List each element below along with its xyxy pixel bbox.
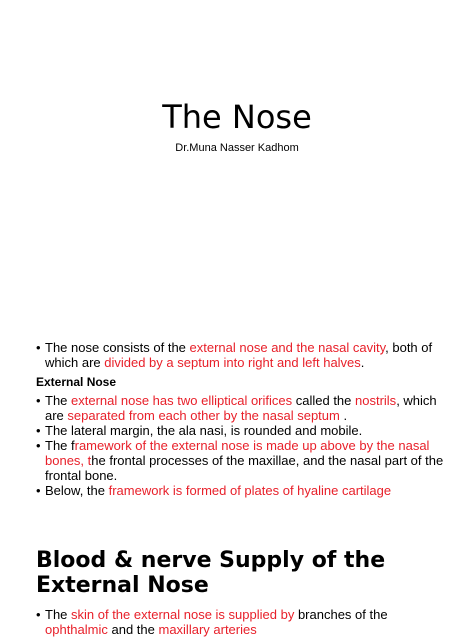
bullet-framework-bone bbox=[36, 438, 446, 483]
bullet-marker: • bbox=[36, 393, 41, 408]
highlight-segment: external nose and the nasal cavity bbox=[189, 340, 386, 355]
highlight-segment: divided by a septum into right and left halves bbox=[104, 355, 361, 370]
bullet-orifices bbox=[36, 393, 446, 423]
text-segment: The f bbox=[45, 438, 75, 453]
text-segment: Below, the bbox=[45, 483, 109, 498]
external-nose-subheading: External Nose bbox=[36, 375, 117, 389]
highlight-segment: ramework of the external nose is made up above by the nasal bones, t bbox=[45, 438, 430, 468]
author-subtitle: Dr.Muna Nasser Kadhom bbox=[175, 142, 299, 154]
bullet-marker: • bbox=[36, 438, 41, 453]
text-segment: . bbox=[339, 408, 348, 423]
text-segment: called the bbox=[292, 393, 355, 408]
text-segment: The nose consists of the bbox=[45, 340, 190, 355]
bullet-marker: • bbox=[36, 340, 41, 355]
external-nose-bullet-list bbox=[36, 393, 446, 498]
bullet-nose-consists bbox=[36, 340, 446, 370]
text-segment: and the bbox=[107, 622, 159, 637]
intro-bullet-list bbox=[36, 340, 446, 370]
page-title: The Nose bbox=[162, 98, 312, 136]
highlight-segment: framework is formed of plates of hyaline cartilage bbox=[108, 483, 392, 498]
highlight-segment: ophthalmic bbox=[45, 622, 108, 637]
highlight-segment: maxillary arteries bbox=[158, 622, 257, 637]
text-segment: , both of which are bbox=[45, 340, 433, 370]
bullet-lateral-margin bbox=[36, 423, 446, 438]
content-slide bbox=[0, 320, 474, 637]
text-segment: he frontal processes of the maxillae, and the nasal part of the frontal bone. bbox=[45, 453, 444, 483]
highlight-segment: nostrils bbox=[355, 393, 397, 408]
supply-bullet-list bbox=[36, 607, 446, 637]
text-segment: , which are bbox=[45, 393, 437, 423]
highlight-segment: skin of the external nose is supplied by bbox=[71, 607, 295, 622]
text-segment: branches of the bbox=[294, 607, 388, 622]
bullet-marker: • bbox=[36, 423, 41, 438]
bullet-marker: • bbox=[36, 607, 41, 622]
bullet-framework-cartilage bbox=[36, 483, 446, 498]
section-heading-blood-nerve: Blood & nerve Supply of the External Nose bbox=[36, 548, 386, 598]
highlight-segment: external nose has two elliptical orifices bbox=[71, 393, 293, 408]
text-segment: The bbox=[45, 393, 72, 408]
text-segment: The lateral margin, the ala nasi, is rounded and mobile. bbox=[45, 423, 363, 438]
highlight-segment: separated from each other by the nasal septum bbox=[67, 408, 340, 423]
bullet-skin-supply bbox=[36, 607, 446, 637]
text-segment: . bbox=[360, 355, 365, 370]
bullet-marker: • bbox=[36, 483, 41, 498]
text-segment: The bbox=[45, 607, 72, 622]
